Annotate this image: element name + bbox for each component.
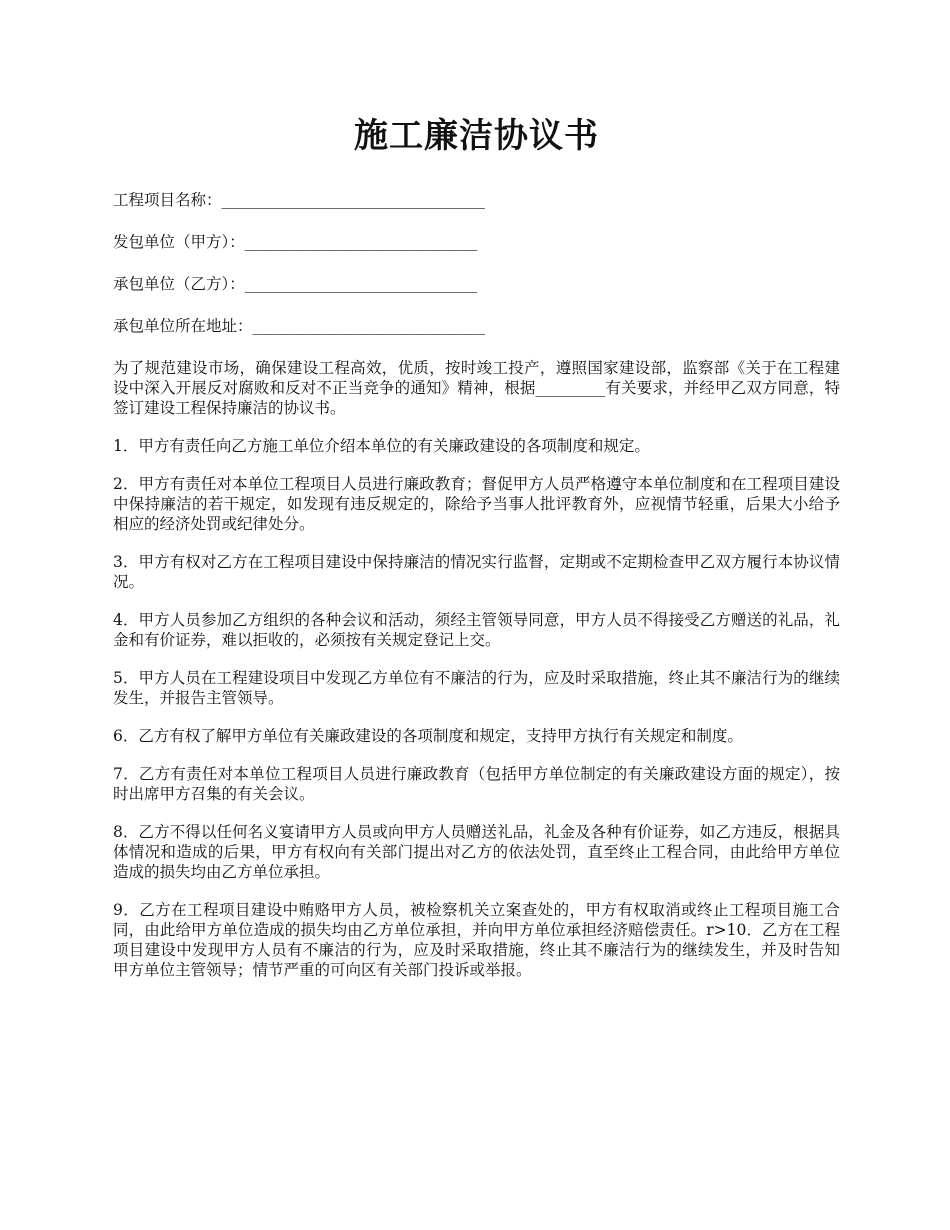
field-party-b-address xyxy=(113,316,840,336)
clause-text: 6．乙方有权了解甲方单位有关廉政建设的各项制度和规定，支持甲方执行有关规定和制度。 xyxy=(113,727,743,745)
clause-text: 2．甲方有责任对本单位工程项目人员进行廉政教育；督促甲方人员严格遵守本单位制度和在工程项目建设中保持廉洁的若干规定，如发现有违反规定的，除给予当事人批评教育外，应视情节轻重，后果大小给予相应的经济处罚或纪律处分。 xyxy=(113,475,840,533)
clause-7 xyxy=(113,764,840,804)
field-project-name xyxy=(113,190,840,210)
clause-text: 3．甲方有权对乙方在工程项目建设中保持廉洁的情况实行监督，定期或不定期检查甲乙双方履行本协议情况。 xyxy=(113,553,840,591)
clause-9 xyxy=(113,900,840,980)
field-blank: ______________________________ xyxy=(244,233,478,251)
field-label: 发包单位（甲方）： xyxy=(113,233,245,251)
document-title: 施工廉洁协议书 xyxy=(354,116,599,156)
clause-2 xyxy=(113,474,840,534)
clause-1 xyxy=(113,436,840,456)
clause-5 xyxy=(113,668,840,708)
clause-text: 5．甲方人员在工程建设项目中发现乙方单位有不廉洁的行为，应及时采取措施，终止其不廉洁行为的继续发生，并报告主管领导。 xyxy=(113,669,840,707)
clause-text: 7．乙方有责任对本单位工程项目人员进行廉政教育（包括甲方单位制定的有关廉政建设方面的规定），按时出席甲方召集的有关会议。 xyxy=(113,765,840,803)
clause-text: 9．乙方在工程项目建设中贿赂甲方人员，被检察机关立案查处的，甲方有权取消或终止工程项目施工合同，由此给甲方单位造成的损失均由乙方单位承担，并向甲方单位承担经济赔偿责任。r>10．乙方在工程项目建设中发现甲方人员有不廉洁的行为，应及时采取措施，终止其不廉洁行为的继续发生，并及时告知甲方单位主管领导；情节严重的可向区有关部门投诉或举报。 xyxy=(113,901,840,979)
clause-text: 4．甲方人员参加乙方组织的各种会议和活动，须经主管领导同意，甲方人员不得接受乙方赠送的礼品，礼金和有价证券，难以拒收的，必须按有关规定登记上交。 xyxy=(113,611,840,649)
field-label: 承包单位所在地址： xyxy=(113,317,253,335)
field-blank: ______________________________ xyxy=(252,317,486,335)
clause-6 xyxy=(113,726,840,746)
clause-3 xyxy=(113,552,840,592)
field-label: 工程项目名称： xyxy=(113,191,222,209)
field-blank: __________________________________ xyxy=(221,191,486,209)
intro-paragraph xyxy=(113,358,840,418)
intro-text: 为了规范建设市场，确保建设工程高效，优质，按时竣工投产，遵照国家建设部，监察部《关于在工程建设中深入开展反对腐败和反对不正当竞争的通知》精神，根据_________有关要求，并经甲乙双方同意，特签订建设工程保持廉洁的协议书。 xyxy=(113,359,840,417)
clause-text: 8．乙方不得以任何名义宴请甲方人员或向甲方人员赠送礼品，礼金及各种有价证券，如乙方违反，根据具体情况和造成的后果，甲方有权向有关部门提出对乙方的依法处罚，直至终止工程合同，由此给甲方单位造成的损失均由乙方单位承担。 xyxy=(113,823,840,881)
document-page xyxy=(113,108,840,998)
clause-8 xyxy=(113,822,840,882)
field-blank: ______________________________ xyxy=(244,275,478,293)
clause-text: 1．甲方有责任向乙方施工单位介绍本单位的有关廉政建设的各项制度和规定。 xyxy=(113,437,650,455)
field-party-b xyxy=(113,274,840,294)
field-party-a xyxy=(113,232,840,252)
field-label: 承包单位（乙方）： xyxy=(113,275,245,293)
clause-4 xyxy=(113,610,840,650)
